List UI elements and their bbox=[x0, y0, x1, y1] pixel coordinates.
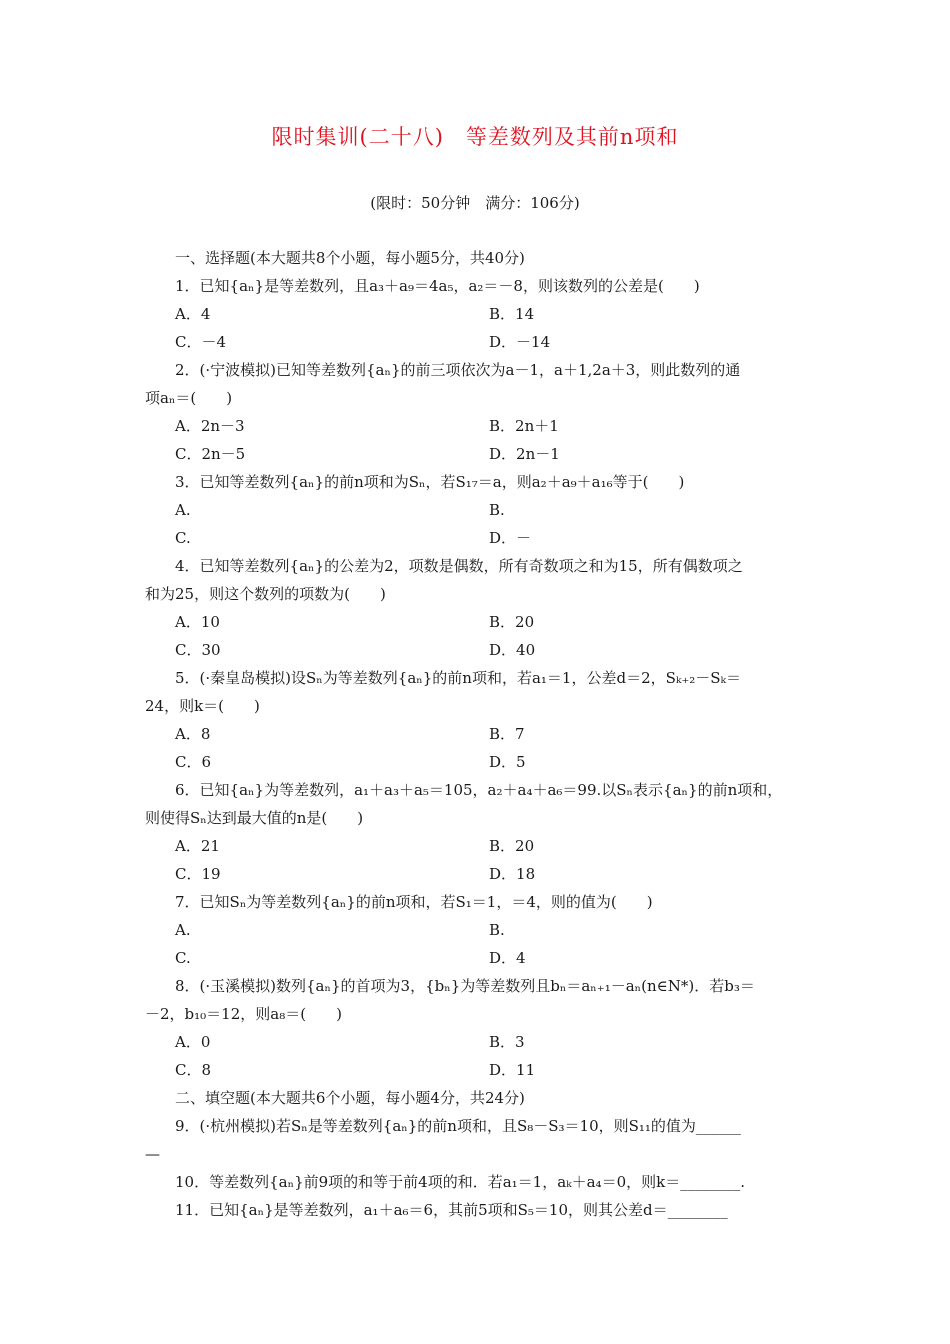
answer-option: A．8 bbox=[175, 725, 211, 743]
answer-options-row bbox=[145, 720, 810, 748]
text-line: — bbox=[145, 1145, 160, 1163]
text-line: 项aₙ＝( ) bbox=[145, 389, 233, 407]
answer-option: B. bbox=[489, 921, 505, 939]
answer-options-row bbox=[145, 496, 810, 524]
text-line: －2，b₁₀＝12，则a₈＝( ) bbox=[145, 1005, 342, 1023]
answer-option: B．20 bbox=[489, 613, 535, 631]
text-line: 11．已知{aₙ}是等差数列，a₁＋a₆＝6，其前5项和S₅＝10，则其公差d＝________ bbox=[175, 1201, 728, 1219]
answer-options-row bbox=[145, 440, 810, 468]
answer-option: A．2n－3 bbox=[175, 417, 245, 435]
answer-option: C．－4 bbox=[175, 333, 227, 351]
answer-options-row bbox=[145, 832, 810, 860]
answer-option: D．40 bbox=[489, 641, 536, 659]
answer-options-row bbox=[145, 636, 810, 664]
answer-options-row bbox=[145, 1056, 810, 1084]
answer-options-row bbox=[145, 412, 810, 440]
text-line: 24，则k＝( ) bbox=[145, 697, 260, 715]
answer-option: C．8 bbox=[175, 1061, 212, 1079]
answer-option: A．4 bbox=[175, 305, 211, 323]
answer-option: C. bbox=[175, 949, 191, 967]
answer-options-row bbox=[145, 860, 810, 888]
text-line: 3．已知等差数列{aₙ}的前n项和为Sₙ，若S₁₇＝a，则a₂＋a₉＋a₁₆等于( ) bbox=[175, 473, 685, 491]
text-line: 一、选择题(本大题共8个小题，每小题5分，共40分) bbox=[175, 249, 525, 267]
answer-option: D．4 bbox=[489, 949, 526, 967]
answer-options-row bbox=[145, 300, 810, 328]
answer-option: B．2n＋1 bbox=[489, 417, 559, 435]
text-line: 4．已知等差数列{aₙ}的公差为2，项数是偶数，所有奇数项之和为15，所有偶数项之 bbox=[175, 557, 743, 575]
text-line: 和为25，则这个数列的项数为( ) bbox=[145, 585, 386, 603]
time-score-limit: (限时：50分钟 满分：106分) bbox=[370, 194, 580, 212]
text-line: 则使得Sₙ达到最大值的n是( ) bbox=[145, 809, 364, 827]
answer-option: C. bbox=[175, 529, 191, 547]
answer-option: D．11 bbox=[489, 1061, 536, 1079]
answer-option: B. bbox=[489, 501, 505, 519]
answer-option: C．19 bbox=[175, 865, 221, 883]
answer-option: D．－ bbox=[489, 529, 532, 547]
answer-option: A．10 bbox=[175, 613, 220, 631]
answer-option: B．3 bbox=[489, 1033, 525, 1051]
answer-option: D．2n－1 bbox=[489, 445, 560, 463]
text-line: 二、填空题(本大题共6个小题，每小题4分，共24分) bbox=[175, 1089, 525, 1107]
answer-options-row bbox=[145, 608, 810, 636]
text-line: 9．(·杭州模拟)若Sₙ是等差数列{aₙ}的前n项和，且S₈－S₃＝10，则S₁₁的值为______ bbox=[175, 1117, 741, 1135]
text-line: 1．已知{aₙ}是等差数列，且a₃＋a₉＝4a₅，a₂＝－8，则该数列的公差是( ) bbox=[175, 277, 700, 295]
answer-option: A. bbox=[175, 921, 191, 939]
answer-option: B．7 bbox=[489, 725, 525, 743]
answer-options-row bbox=[145, 944, 810, 972]
answer-option: D．18 bbox=[489, 865, 536, 883]
answer-option: C．30 bbox=[175, 641, 221, 659]
question-body bbox=[145, 244, 810, 1224]
answer-options-row bbox=[145, 1028, 810, 1056]
answer-option: A．21 bbox=[175, 837, 220, 855]
text-line: 7．已知Sₙ为等差数列{aₙ}的前n项和，若S₁＝1，＝4，则的值为( ) bbox=[175, 893, 653, 911]
text-line: 2．(·宁波模拟)已知等差数列{aₙ}的前三项依次为a－1，a＋1,2a＋3，则此数列的通 bbox=[175, 361, 741, 379]
answer-options-row bbox=[145, 524, 810, 552]
answer-option: B．14 bbox=[489, 305, 535, 323]
answer-options-row bbox=[145, 916, 810, 944]
answer-option: C．2n－5 bbox=[175, 445, 246, 463]
answer-options-row bbox=[145, 328, 810, 356]
text-line: 10．等差数列{aₙ}前9项的和等于前4项的和．若a₁＝1，aₖ＋a₄＝0，则k＝________. bbox=[175, 1173, 745, 1191]
answer-option: B．20 bbox=[489, 837, 535, 855]
answer-option: D．－14 bbox=[489, 333, 551, 351]
answer-option: A．0 bbox=[175, 1033, 211, 1051]
text-line: 8．(·玉溪模拟)数列{aₙ}的首项为3，{bₙ}为等差数列且bₙ＝aₙ₊₁－aₙ(n∈N*)．若b₃＝ bbox=[175, 977, 755, 995]
text-line: 5．(·秦皇岛模拟)设Sₙ为等差数列{aₙ}的前n项和，若a₁＝1，公差d＝2，Sₖ₊₂－Sₖ＝ bbox=[175, 669, 742, 687]
answer-option: A. bbox=[175, 501, 191, 519]
answer-option: C．6 bbox=[175, 753, 212, 771]
text-line: 6．已知{aₙ}为等差数列，a₁＋a₃＋a₅＝105，a₂＋a₄＋a₆＝99.以Sₙ表示{aₙ}的前n项和， bbox=[175, 781, 783, 799]
answer-option: D．5 bbox=[489, 753, 526, 771]
answer-options-row bbox=[145, 748, 810, 776]
page-title: 限时集训(二十八) 等差数列及其前n项和 bbox=[271, 125, 679, 149]
